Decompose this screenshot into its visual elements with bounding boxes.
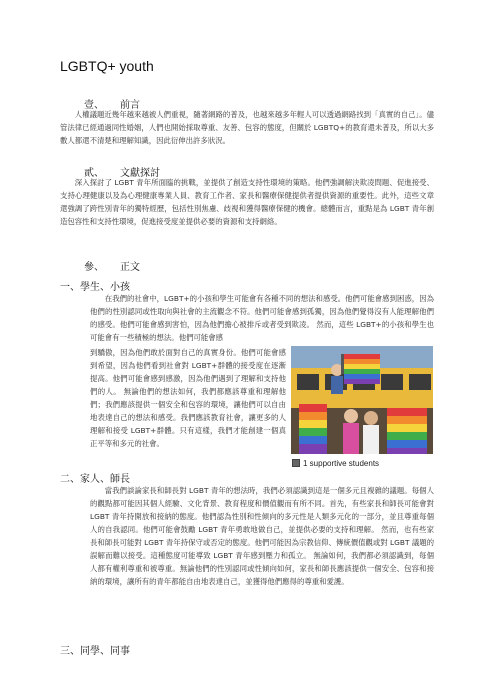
section-title: 正文: [120, 262, 140, 273]
section-number: 貳、: [84, 168, 104, 179]
photo-illustration: [291, 346, 433, 454]
figure-caption: [292, 459, 379, 468]
supportive-students-photo: [291, 346, 433, 454]
figure-caption-text: 1 supportive students: [303, 459, 380, 468]
section-heading-main-text: [84, 258, 140, 273]
family-teachers-paragraph: 當我們談論家長和師長對 LGBT 青年的想法時，我們必須認識到這是一個多元且複雜的議題。每個人的觀點都可能因其個人經驗、文化背景、教育程度和價值觀而有所不同。首先，有些家長和師長可能會對 LGBT 青年持開放和接納的態度。他們認為性別和性傾向的多元性是人類多元化的一部分，並且尊重每個人的自我認同。他們可能會鼓勵 LGBT 青年勇敢地做自己，並提供必要的支持和理解。 然而，也有些家長和師長可能對 LGBT 青年持保守或否定的態度。他們可能因為宗教信仰、傳統價值觀或對 LGBT 議題的誤解而難以接受。這種態度可能導致 LGBT 青年感到壓力和孤立。 無論如何，我們都必須認識到，每個人都有權利尊重和被尊重。無論他們的性別認同或性傾向如何，家長和師長應該提供一個安全、包容和接納的環境，讓所有的青年都能自由地表達自己，並獲得他們應得的尊重和愛護。: [90, 486, 434, 586]
students-paragraph-full: 在我們的社會中，LGBT+的小孩和學生可能會有各種不同的想法和感受。他們可能會感到困惑，因為他們的性別認同或性取向與社會的主流觀念不符。他們可能會感到孤獨，因為他們覺得沒有人能理解他們的感受。他們可能會感到害怕，因為他們擔心被排斥或者受到欺凌。 然而，這些 LGBT+的小孩和學生也可能會有一些積極的想法。他們可能會感: [90, 294, 434, 342]
section-number: 壹、: [84, 100, 104, 111]
figure-marker-icon: [292, 459, 300, 467]
students-paragraph-wrapped: 到驕傲，因為他們敢於面對自己的真實身份。他們可能會感到希望，因為他們看到社會對 LGBT+群體的接受度在逐漸提高。他們可能會感到感激，因為他們遇到了理解和支持他們的人。 無論他們的想法如何，我們都應該尊重和理解他們；我們應該提供一個安全和包容的環境，讓他們可以自由地表達自己的想法和感受。我們應該教育社會，讓更多的人理解和接受 LGBT+群體。只有這樣，我們才能創建一個真正平等和多元的社會。: [90, 348, 286, 448]
section-title: 前言: [120, 100, 140, 111]
literature-review-paragraph: 深入探討了 LGBT 青年所面臨的挑戰，並提供了創造支持性環境的策略。他們強調解決欺凌問題、促進接受、支持心理健康以及為心理健康專業人員、教育工作者、家長和醫療保健提供者提供資源的重要性。此外，這些文章還強調了跨性別青年的獨特經歷，包括性別焦慮、歧視和獲得醫療保健的機會。總體而言，重點是為 LGBT 青年創造包容性和支持性環境，促進接受度並提供必要的資源和支持網絡。: [60, 178, 434, 226]
section-number: 參、: [84, 262, 104, 273]
subheading-students: 一、學生、小孩: [60, 282, 130, 293]
document-title: LGBTQ+ youth: [60, 58, 154, 74]
subheading-classmates-colleagues: 三、同學、同事: [60, 646, 130, 657]
section-title: 文獻探討: [120, 168, 160, 179]
introduction-paragraph: 人權議題近幾年越來越被人們重視，隨著網路的普及，也越來越多年輕人可以透過網路找到「真實的自己」。儘管法律已經通過同性婚姻，人們也開始採取尊重、友善、包容的態度，但關於 LGBTQ+的教育還未普及，所以大多數人都還不清楚和理解知識，因此衍伸出許多狀況。: [60, 110, 434, 145]
subheading-family-teachers: 二、家人、師長: [60, 474, 130, 485]
